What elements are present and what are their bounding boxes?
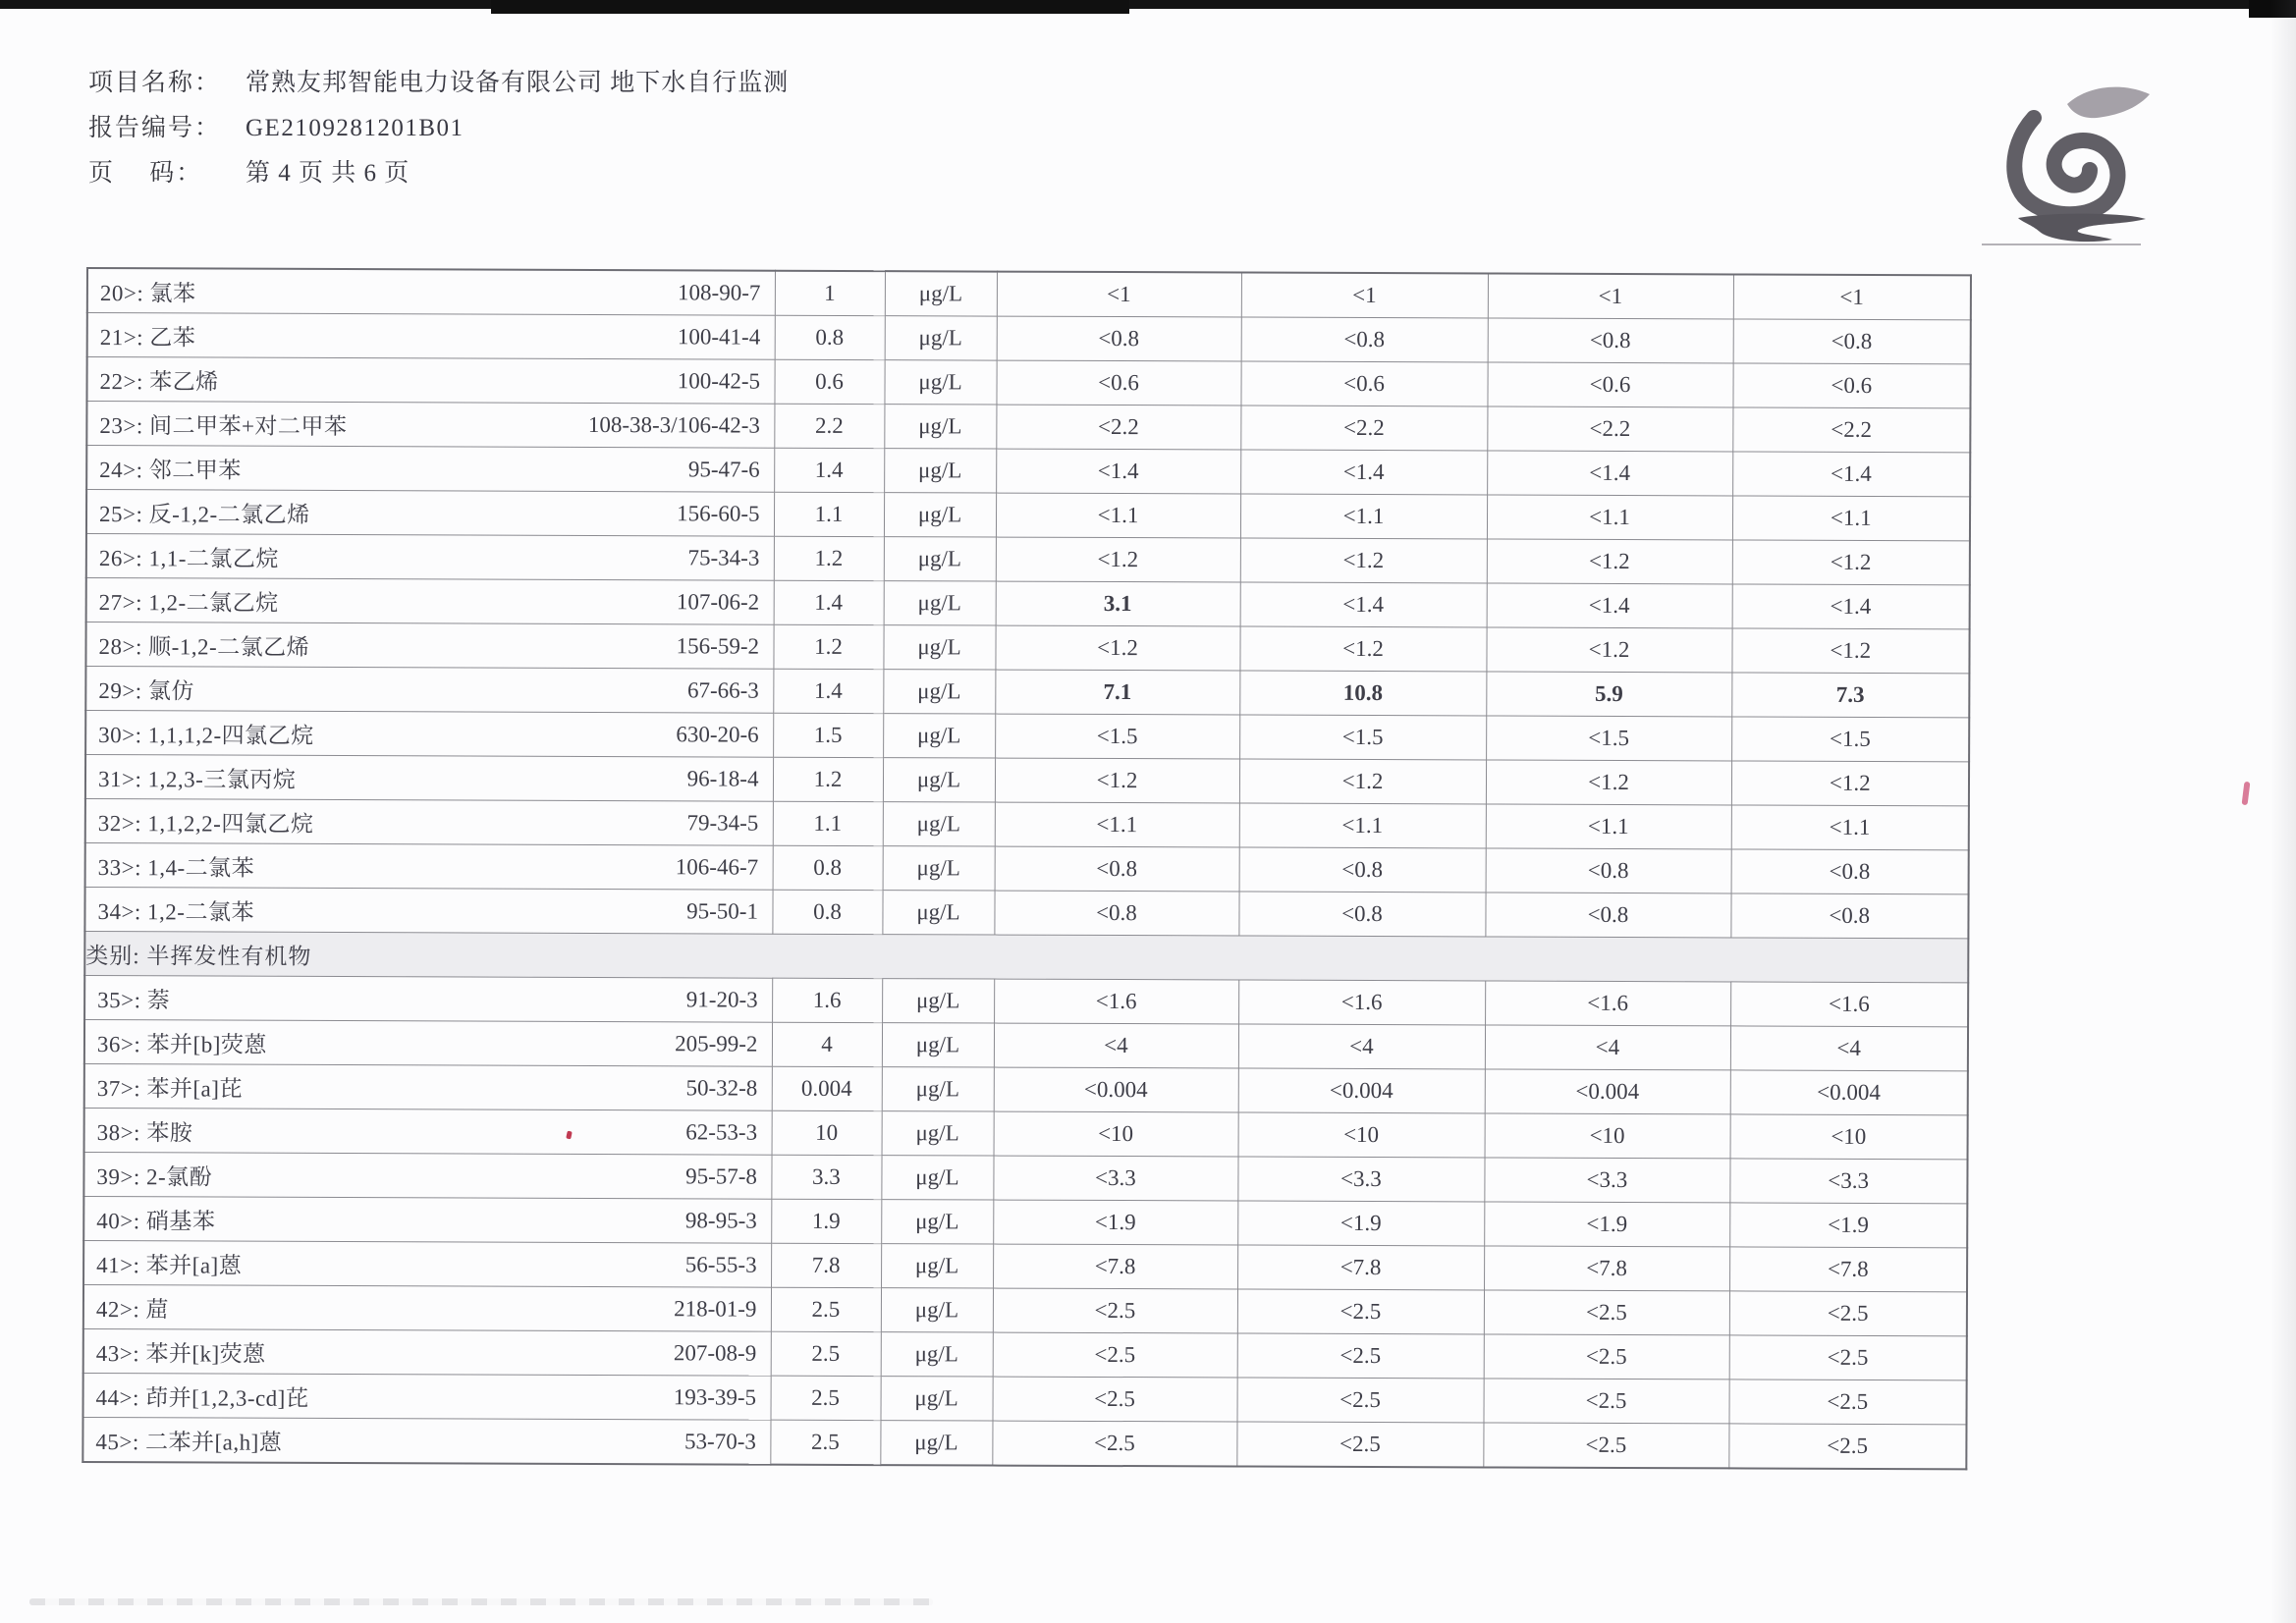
param-index-and-name: 42>: 䓛	[95, 1296, 170, 1322]
cas-number: 79-34-5	[686, 810, 759, 836]
result-cell: <3.3	[993, 1156, 1237, 1201]
param-index-and-name: 44>: 茚并[1,2,3-cd]芘	[95, 1384, 309, 1411]
result-cell: <2.5	[1483, 1423, 1728, 1468]
wave-spiral-logo-icon	[1999, 77, 2166, 248]
result-cell: <2.5	[1729, 1291, 1967, 1336]
result-cell: <1.1	[995, 802, 1239, 847]
project-name-label: 项目名称：	[88, 70, 222, 96]
param-name-cell	[84, 1019, 772, 1066]
results-table-wrap	[82, 267, 1970, 1470]
detection-limit-cell: 0.8	[773, 845, 883, 890]
unit-cell: μg/L	[882, 1023, 994, 1067]
result-cell: <1.2	[1487, 539, 1732, 584]
result-cell: <2.2	[1487, 406, 1732, 452]
result-cell: <1.5	[1731, 717, 1969, 762]
result-cell: <2.5	[993, 1288, 1237, 1333]
param-index-and-name: 45>: 二苯并[a,h]蒽	[95, 1429, 283, 1455]
result-cell: <1.1	[1731, 805, 1969, 850]
param-index-and-name: 32>: 1,1,2,2-四氯乙烷	[97, 810, 314, 837]
detection-limit-cell: 2.5	[770, 1420, 880, 1465]
report-number-row	[88, 116, 789, 140]
result-cell: <2.5	[1729, 1335, 1967, 1380]
param-name-cell	[85, 755, 773, 802]
table-row	[83, 1152, 1967, 1203]
report-number-value: GE2109281201B01	[246, 115, 465, 141]
cas-number: 67-66-3	[686, 677, 759, 703]
result-cell: <1.2	[1486, 627, 1731, 673]
result-cell: <0.8	[995, 846, 1239, 892]
result-cell: <1.4	[996, 449, 1240, 494]
result-cell: <1.2	[1486, 760, 1731, 805]
table-row	[86, 534, 1970, 585]
result-cell: <10	[1238, 1112, 1485, 1158]
result-cell: <1.2	[1240, 538, 1487, 583]
detection-limit-cell: 7.8	[771, 1243, 881, 1287]
result-cell: <0.6	[1732, 363, 1970, 408]
result-cell: <0.8	[1733, 319, 1971, 364]
param-name-cell	[86, 578, 774, 625]
page-number-row	[88, 161, 789, 186]
unit-cell: μg/L	[881, 1156, 993, 1200]
pink-mark-artifact	[2242, 782, 2251, 806]
result-cell: <0.8	[994, 891, 1238, 936]
result-cell: <2.5	[1237, 1289, 1484, 1334]
param-index-and-name: 20>: 氯苯	[99, 280, 196, 305]
table-row	[83, 1196, 1967, 1247]
result-cell: <10	[994, 1111, 1238, 1157]
result-cell: <1.9	[1237, 1201, 1484, 1246]
param-index-and-name: 25>: 反-1,2-二氯乙烯	[98, 501, 310, 527]
scan-streak-artifact	[29, 1598, 933, 1605]
unit-cell: μg/L	[881, 1244, 993, 1288]
cas-number: 108-38-3/106-42-3	[587, 411, 760, 438]
result-cell: <1	[1733, 274, 1971, 319]
detection-limit-cell: 1.2	[773, 757, 883, 801]
cas-number: 630-20-6	[676, 722, 759, 747]
table-row	[85, 667, 1969, 718]
result-cell: <1.4	[1487, 451, 1732, 496]
cas-number: 193-39-5	[673, 1384, 757, 1410]
result-cell: <7.8	[1729, 1247, 1967, 1292]
detection-limit-cell: 1.5	[773, 713, 883, 757]
detection-limit-cell: 1.2	[774, 536, 884, 580]
param-name-cell	[82, 1417, 770, 1464]
result-cell: <7.8	[1237, 1245, 1484, 1290]
scanner-edge-artifact	[491, 0, 1129, 14]
result-cell: <0.6	[1240, 361, 1487, 406]
cas-number: 50-32-8	[685, 1075, 758, 1101]
detection-limit-cell: 1.1	[773, 801, 883, 845]
cas-number: 100-41-4	[677, 324, 761, 350]
param-name-cell	[83, 1196, 771, 1243]
result-cell: 10.8	[1239, 671, 1486, 716]
table-row	[84, 1019, 1968, 1070]
result-cell: <1.2	[996, 537, 1240, 582]
table-row	[83, 1373, 1967, 1424]
result-cell: <0.8	[1731, 849, 1969, 894]
result-cell: <4	[1485, 1025, 1730, 1070]
param-index-and-name: 43>: 苯并[k]荧蒽	[95, 1340, 266, 1367]
result-cell: <2.5	[1236, 1378, 1483, 1423]
table-row	[86, 402, 1970, 453]
cas-number: 107-06-2	[676, 589, 760, 615]
scanner-edge-artifact	[0, 0, 2296, 9]
table-row	[84, 1108, 1968, 1159]
detection-limit-cell: 2.2	[774, 404, 884, 448]
unit-cell: μg/L	[881, 1288, 993, 1332]
result-cell: <1.1	[1732, 496, 1970, 541]
result-cell: <1.2	[995, 625, 1239, 671]
result-cell: <0.6	[1487, 362, 1732, 407]
table-row	[82, 1417, 1966, 1469]
table-row	[83, 1328, 1967, 1380]
result-cell: <1.9	[993, 1200, 1237, 1245]
result-cell: <1.6	[1485, 981, 1730, 1026]
detection-limit-cell: 0.8	[772, 890, 882, 934]
param-index-and-name: 41>: 苯并[a]蒽	[96, 1252, 243, 1278]
result-cell: <1	[1488, 273, 1733, 318]
result-cell: <1.4	[1732, 584, 1970, 629]
result-cell: <1.1	[1487, 495, 1732, 540]
param-name-cell	[83, 1373, 771, 1420]
cas-number: 95-50-1	[686, 898, 759, 924]
result-cell: <3.3	[1729, 1159, 1967, 1204]
result-cell: <0.004	[994, 1067, 1238, 1112]
table-row	[85, 755, 1969, 806]
category-label: 类别: 半挥发性有机物	[84, 931, 1968, 982]
result-cell: <0.8	[1488, 318, 1733, 363]
result-cell: <0.8	[1485, 893, 1730, 938]
result-cell: <1.2	[1239, 759, 1486, 804]
result-cell: <1.9	[1729, 1203, 1967, 1248]
param-name-cell	[87, 268, 775, 315]
result-cell: <2.5	[1728, 1424, 1966, 1469]
detection-limit-cell: 1.4	[774, 448, 884, 492]
result-cell: <1.4	[1487, 583, 1732, 628]
cas-number: 156-60-5	[677, 501, 760, 526]
results-table-body	[82, 268, 1971, 1469]
param-index-and-name: 27>: 1,2-二氯乙烷	[98, 589, 279, 616]
unit-cell: μg/L	[884, 405, 996, 449]
param-index-and-name: 22>: 苯乙烯	[99, 368, 219, 395]
param-name-cell	[86, 357, 774, 405]
param-index-and-name: 35>: 萘	[97, 987, 171, 1012]
result-cell: <1.5	[1239, 715, 1486, 760]
param-name-cell	[87, 313, 775, 360]
param-index-and-name: 40>: 硝基苯	[96, 1208, 216, 1234]
detection-limit-cell: 3.3	[771, 1155, 881, 1199]
cas-number: 95-57-8	[685, 1163, 757, 1189]
result-cell: <2.5	[1484, 1290, 1729, 1335]
table-row	[84, 887, 1968, 938]
cas-number: 218-01-9	[674, 1296, 757, 1322]
result-cell: <0.004	[1485, 1069, 1730, 1114]
table-row	[86, 446, 1970, 497]
cas-number: 56-55-3	[684, 1252, 757, 1277]
param-index-and-name: 28>: 顺-1,2-二氯乙烯	[98, 633, 310, 660]
result-cell: <2.5	[1236, 1422, 1483, 1467]
table-row	[83, 1284, 1967, 1335]
result-cell: <1.2	[995, 758, 1239, 803]
result-cell: <1.2	[1239, 626, 1486, 672]
result-cell: <2.5	[1484, 1334, 1729, 1380]
unit-cell: μg/L	[884, 493, 996, 537]
param-name-cell	[84, 1108, 772, 1155]
report-number-label: 报告编号：	[88, 115, 222, 141]
project-name-value: 常熟友邦智能电力设备有限公司 地下水自行监测	[246, 70, 790, 96]
param-index-and-name: 23>: 间二甲苯+对二甲苯	[99, 412, 348, 439]
result-cell: <0.8	[1238, 892, 1485, 937]
report-header	[88, 71, 789, 206]
result-cell: <7.8	[1484, 1246, 1729, 1291]
table-row	[83, 1240, 1967, 1291]
result-cell: <0.8	[1239, 847, 1486, 893]
unit-cell: μg/L	[880, 1421, 992, 1466]
result-cell: <0.6	[996, 360, 1240, 406]
result-cell: <1.6	[1238, 980, 1485, 1025]
table-row	[86, 490, 1970, 541]
param-index-and-name: 37>: 苯并[a]芘	[96, 1075, 243, 1102]
result-cell: <1.1	[996, 493, 1240, 538]
analysis-results-table	[82, 267, 1972, 1470]
result-cell: <1	[1241, 273, 1488, 318]
table-row	[84, 975, 1968, 1026]
result-cell: <2.2	[1732, 407, 1970, 453]
table-row	[87, 268, 1971, 320]
detection-limit-cell: 4	[772, 1022, 882, 1066]
cas-number: 53-70-3	[684, 1429, 756, 1454]
param-index-and-name: 29>: 氯仿	[98, 677, 195, 703]
unit-cell: μg/L	[884, 581, 996, 625]
cas-number: 108-90-7	[678, 280, 761, 305]
result-cell: <7.8	[993, 1244, 1237, 1289]
param-index-and-name: 36>: 苯并[b]荧蒽	[96, 1031, 267, 1057]
detection-limit-cell: 1.9	[771, 1199, 881, 1243]
param-index-and-name: 26>: 1,1-二氯乙烷	[98, 545, 279, 571]
unit-cell: μg/L	[882, 979, 994, 1023]
unit-cell: μg/L	[885, 271, 997, 316]
param-name-cell	[84, 1063, 772, 1110]
result-cell: <4	[1730, 1026, 1968, 1071]
result-cell: <2.5	[1483, 1379, 1728, 1424]
result-cell: <0.8	[1241, 317, 1488, 362]
unit-cell: μg/L	[885, 316, 997, 360]
detection-limit-cell: 1.6	[772, 978, 882, 1022]
detection-limit-cell: 1.4	[774, 580, 884, 624]
param-name-cell	[86, 446, 774, 493]
param-name-cell	[85, 711, 773, 758]
result-cell: 7.1	[995, 670, 1239, 715]
table-row	[86, 357, 1970, 408]
result-cell: <1.9	[1484, 1202, 1729, 1247]
result-cell: <1.1	[1486, 804, 1731, 849]
unit-cell: μg/L	[883, 846, 995, 891]
result-cell: <1.1	[1240, 494, 1487, 539]
detection-limit-cell: 1.4	[773, 669, 883, 713]
result-cell: <1.2	[1732, 540, 1970, 585]
cas-number: 95-47-6	[687, 457, 760, 482]
cas-number: 207-08-9	[673, 1340, 757, 1366]
param-index-and-name: 39>: 2-氯酚	[96, 1163, 213, 1189]
param-name-cell	[84, 975, 772, 1022]
scan-shadow	[2270, 0, 2296, 1623]
detection-limit-cell: 1.2	[773, 624, 883, 669]
param-index-and-name: 30>: 1,1,1,2-四氯乙烷	[98, 722, 314, 748]
result-cell: <0.8	[1730, 893, 1968, 939]
param-index-and-name: 21>: 乙苯	[99, 324, 196, 350]
result-cell: <2.5	[993, 1332, 1237, 1378]
result-cell: <1.4	[1240, 450, 1487, 495]
result-cell: <2.5	[992, 1377, 1236, 1422]
result-cell: <1.6	[994, 979, 1238, 1024]
unit-cell: μg/L	[884, 537, 996, 581]
detection-limit-cell: 0.004	[772, 1066, 882, 1110]
result-cell: <1.1	[1239, 803, 1486, 848]
unit-cell: μg/L	[880, 1377, 992, 1421]
cas-number: 96-18-4	[686, 766, 759, 791]
param-name-cell	[85, 842, 773, 890]
cas-number: 75-34-3	[687, 545, 760, 570]
table-row	[84, 1063, 1968, 1114]
result-cell: <1.5	[1486, 716, 1731, 761]
result-cell: 5.9	[1486, 672, 1731, 717]
result-cell: <1	[997, 272, 1241, 317]
table-row	[85, 711, 1969, 762]
unit-cell: μg/L	[883, 670, 995, 714]
result-cell: <2.2	[1240, 406, 1487, 451]
unit-cell: μg/L	[884, 449, 996, 493]
unit-cell: μg/L	[881, 1332, 993, 1377]
param-name-cell	[86, 534, 774, 581]
table-row	[85, 798, 1969, 849]
param-name-cell	[85, 667, 773, 714]
unit-cell: μg/L	[883, 758, 995, 802]
result-cell: <1.6	[1730, 982, 1968, 1027]
param-index-and-name: 31>: 1,2,3-三氯丙烷	[97, 766, 297, 792]
result-cell: <0.8	[997, 316, 1241, 361]
table-row	[87, 313, 1971, 364]
param-name-cell	[83, 1152, 771, 1199]
result-cell: <0.004	[1238, 1068, 1485, 1113]
detection-limit-cell: 1	[775, 271, 885, 316]
detection-limit-cell: 2.5	[770, 1376, 880, 1420]
result-cell: <2.5	[1728, 1380, 1966, 1425]
detection-limit-cell: 2.5	[771, 1287, 881, 1331]
result-cell: <2.5	[1237, 1333, 1484, 1379]
result-cell: <1.4	[1240, 582, 1487, 627]
table-row	[85, 622, 1969, 674]
cas-number: 91-20-3	[685, 987, 758, 1012]
category-row	[84, 931, 1968, 982]
result-cell: <2.5	[992, 1421, 1236, 1466]
result-cell: <1.2	[1731, 628, 1969, 674]
unit-cell: μg/L	[881, 1200, 993, 1244]
param-index-and-name: 38>: 苯胺	[96, 1119, 193, 1145]
param-name-cell	[85, 622, 773, 670]
result-cell: <10	[1730, 1114, 1968, 1160]
page-number-value: 第 4 页 共 6 页	[246, 160, 410, 187]
result-cell: <1.5	[995, 714, 1239, 759]
cas-number: 205-99-2	[675, 1031, 758, 1056]
result-cell: <1.4	[1732, 452, 1970, 497]
result-cell: <4	[1238, 1024, 1485, 1069]
unit-cell: μg/L	[882, 1111, 994, 1156]
unit-cell: μg/L	[882, 1067, 994, 1111]
detection-limit-cell: 0.6	[774, 359, 884, 404]
cas-number: 62-53-3	[685, 1119, 758, 1145]
param-name-cell	[83, 1328, 771, 1376]
param-index-and-name: 34>: 1,2-二氯苯	[97, 898, 255, 925]
cas-number: 98-95-3	[684, 1208, 757, 1233]
result-cell: <0.8	[1486, 848, 1731, 893]
param-name-cell	[86, 402, 774, 449]
param-name-cell	[83, 1240, 771, 1287]
detection-limit-cell: 0.8	[775, 315, 885, 359]
table-row	[85, 842, 1969, 893]
cas-number: 106-46-7	[675, 854, 759, 880]
unit-cell: μg/L	[883, 714, 995, 758]
result-cell: <2.2	[996, 405, 1240, 450]
result-cell: 7.3	[1731, 673, 1969, 718]
detection-limit-cell: 10	[772, 1110, 882, 1155]
project-name-row	[88, 71, 789, 95]
detection-limit-cell: 1.1	[774, 492, 884, 536]
cas-number: 156-59-2	[676, 633, 760, 659]
unit-cell: μg/L	[884, 360, 996, 405]
param-name-cell	[86, 490, 774, 537]
param-name-cell	[83, 1284, 771, 1331]
table-row	[86, 578, 1970, 629]
result-cell: <10	[1485, 1113, 1730, 1159]
result-cell: <1.2	[1731, 761, 1969, 806]
param-index-and-name: 33>: 1,4-二氯苯	[97, 854, 255, 881]
unit-cell: μg/L	[883, 625, 995, 670]
param-index-and-name: 24>: 邻二甲苯	[99, 457, 242, 483]
result-cell: <3.3	[1237, 1157, 1484, 1202]
param-name-cell	[84, 887, 772, 934]
logo-underline	[1982, 243, 2141, 245]
unit-cell: μg/L	[883, 802, 995, 846]
page-number-label: 页 码：	[88, 160, 203, 187]
param-name-cell	[85, 798, 773, 845]
result-cell: <4	[994, 1023, 1238, 1068]
result-cell: <0.004	[1730, 1070, 1968, 1115]
detection-limit-cell: 2.5	[771, 1331, 881, 1376]
result-cell: <3.3	[1484, 1158, 1729, 1203]
result-cell: 3.1	[996, 581, 1240, 626]
unit-cell: μg/L	[882, 891, 994, 935]
cas-number: 100-42-5	[677, 368, 761, 394]
